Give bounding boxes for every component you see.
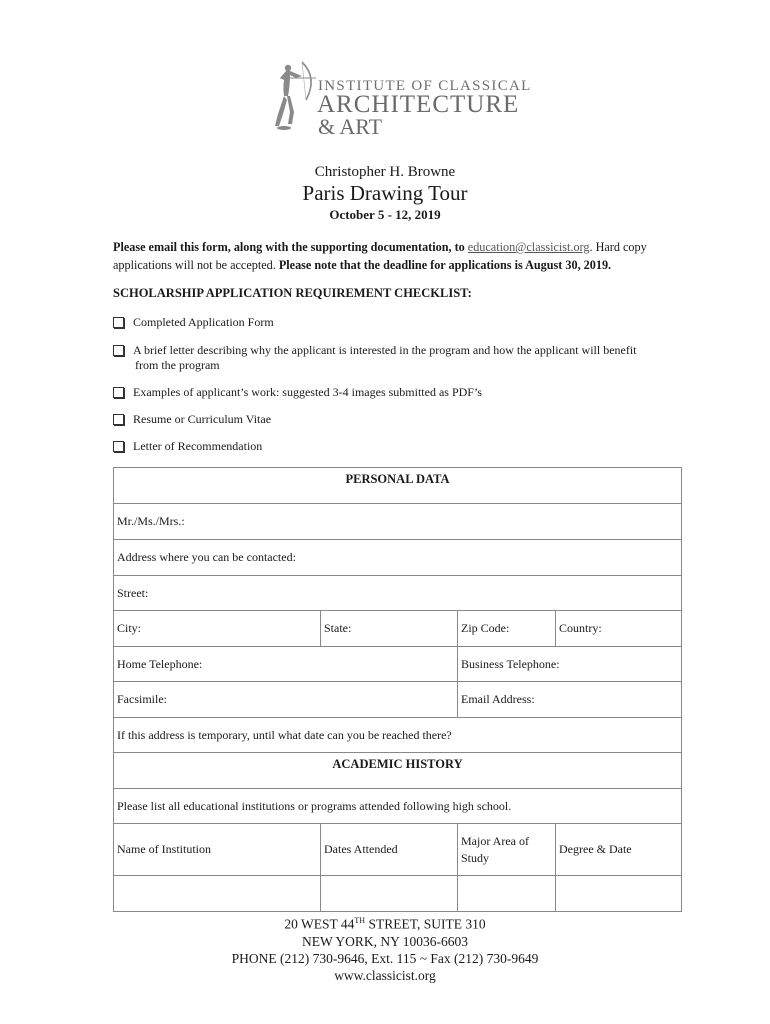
checklist-item-label: Examples of applicant’s work: suggested 3-4 images submitted as PDF’s xyxy=(133,385,482,399)
checklist-item xyxy=(113,343,673,373)
column-degree-date: Degree & Date xyxy=(556,824,682,876)
country-field[interactable]: Country: xyxy=(556,611,682,647)
checklist-item xyxy=(113,385,673,400)
degree-input[interactable] xyxy=(556,876,682,912)
facsimile-field[interactable]: Facsimile: xyxy=(114,682,458,718)
home-telephone-field[interactable]: Home Telephone: xyxy=(114,647,458,682)
column-major: Major Area of Study xyxy=(458,824,556,876)
instructions-hardcopy: . Hard copy applications will not be accepted. xyxy=(113,240,647,272)
checkbox[interactable] xyxy=(113,387,124,398)
application-form-table xyxy=(113,467,682,912)
footer-street-rest: STREET, SUITE 310 xyxy=(365,916,486,932)
footer-street xyxy=(0,912,770,933)
title-field[interactable]: Mr./Ms./Mrs.: xyxy=(114,504,682,540)
checkbox[interactable] xyxy=(113,345,124,356)
page-title: Paris Drawing Tour xyxy=(302,181,468,205)
checklist-item xyxy=(113,412,673,427)
checkbox[interactable] xyxy=(113,441,124,452)
checklist-title: SCHOLARSHIP APPLICATION REQUIREMENT CHECKLIST: xyxy=(113,286,472,300)
checklist-item-label: Resume or Curriculum Vitae xyxy=(133,412,272,426)
logo-text-line2: ARCHITECTURE xyxy=(317,91,520,118)
dates-input[interactable] xyxy=(321,876,458,912)
major-input[interactable] xyxy=(458,876,556,912)
footer-address-block xyxy=(0,912,770,984)
checklist-item-label: A brief letter describing why the applicant is interested in the program and how the applicant will benefit xyxy=(133,343,637,357)
tour-dates: October 5 - 12, 2019 xyxy=(329,207,441,222)
institution-input[interactable] xyxy=(114,876,321,912)
footer-street-suffix: TH xyxy=(354,916,366,925)
checklist-item-label-cont: from the program xyxy=(135,358,220,372)
checklist-item-label: Letter of Recommendation xyxy=(133,439,263,453)
temporary-address-field[interactable]: If this address is temporary, until what date can you be reached there? xyxy=(114,718,682,753)
archer-icon xyxy=(266,56,322,136)
column-dates-attended: Dates Attended xyxy=(321,824,458,876)
footer-city: NEW YORK, NY 10036-6603 xyxy=(302,933,468,949)
deadline-note: Please note that the deadline for applications is August 30, 2019. xyxy=(278,258,612,272)
checklist-item xyxy=(113,315,673,330)
checklist-item-label: Completed Application Form xyxy=(133,315,274,329)
checkbox[interactable] xyxy=(113,317,124,328)
institute-logo xyxy=(266,56,532,139)
footer-street-number: 20 WEST 44 xyxy=(284,916,355,932)
state-field[interactable]: State: xyxy=(321,611,458,647)
instructions-paragraph xyxy=(113,238,673,274)
address-field[interactable]: Address where you can be contacted: xyxy=(114,540,682,576)
personal-data-header: PERSONAL DATA xyxy=(114,468,682,504)
logo-text-line3: & ART xyxy=(318,114,383,139)
zip-field[interactable]: Zip Code: xyxy=(458,611,556,647)
sponsor-name: Christopher H. Browne xyxy=(314,164,456,180)
street-field[interactable]: Street: xyxy=(114,576,682,611)
logo-text-line1: INSTITUTE OF CLASSICAL xyxy=(318,78,532,94)
academic-history-header: ACADEMIC HISTORY xyxy=(114,753,682,789)
email-address-field[interactable]: Email Address: xyxy=(458,682,682,718)
footer-phone: PHONE (212) 730-9646, Ext. 115 ~ Fax (212) 730-9649 xyxy=(231,950,539,966)
column-institution: Name of Institution xyxy=(114,824,321,876)
business-telephone-field[interactable]: Business Telephone: xyxy=(458,647,682,682)
email-link[interactable]: education@classicist.org xyxy=(467,240,590,254)
footer-website[interactable]: www.classicist.org xyxy=(334,967,436,983)
checkbox[interactable] xyxy=(113,414,124,425)
checklist-item xyxy=(113,439,673,454)
instructions-lead: Please email this form, along with the supporting documentation, to xyxy=(113,240,468,254)
city-field[interactable]: City: xyxy=(114,611,321,647)
academic-history-note: Please list all educational institutions or programs attended following high school. xyxy=(114,789,682,824)
